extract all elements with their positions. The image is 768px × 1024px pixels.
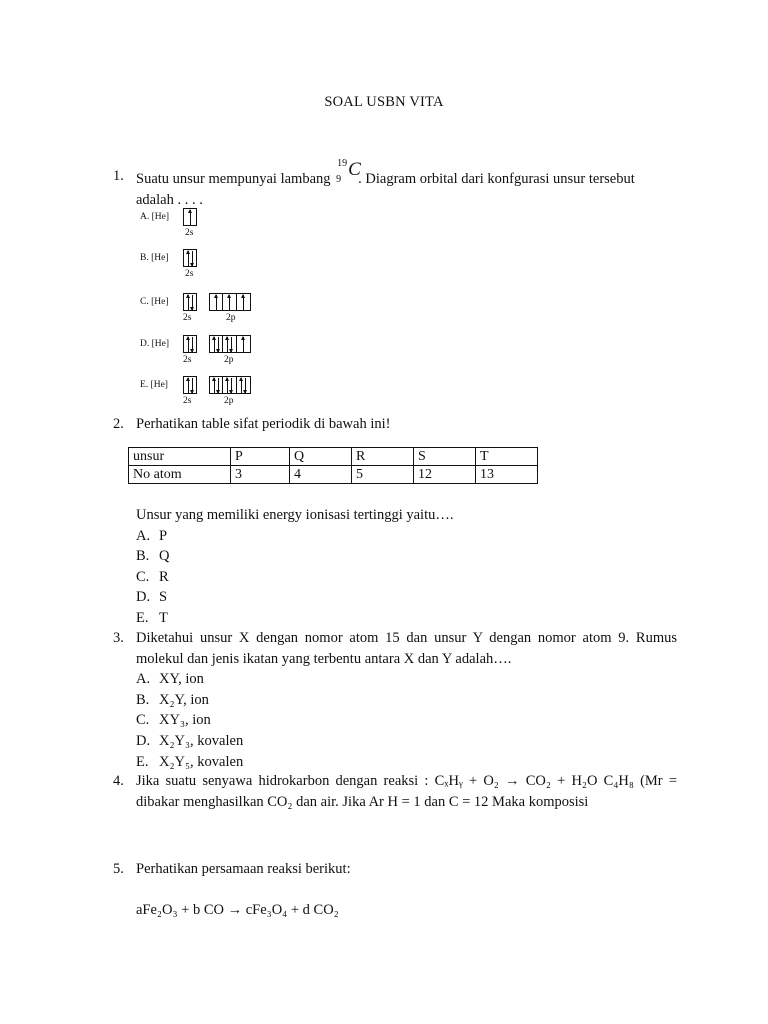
question-text: Perhatikan table sifat periodik di bawah ini! xyxy=(136,416,391,432)
orbital-box-2p xyxy=(223,376,237,394)
spin-down-arrow-icon xyxy=(192,251,193,266)
orbital-box-2s xyxy=(183,376,197,394)
nuclide-symbol xyxy=(334,158,361,185)
spin-down-arrow-icon xyxy=(231,337,232,352)
option-text: S xyxy=(159,589,168,606)
option-label: E. [He] xyxy=(140,380,168,390)
spin-down-arrow-icon xyxy=(218,378,219,393)
option-letter: A. xyxy=(136,671,151,688)
question-2 xyxy=(113,414,677,435)
question-number: 5. xyxy=(113,861,124,877)
question-text: Unsur yang memiliki energy ionisasi tertinggi yaitu…. xyxy=(136,507,454,523)
option-label: A. [He] xyxy=(140,212,170,222)
option-label: C. [He] xyxy=(140,297,169,307)
spin-down-arrow-icon xyxy=(192,295,193,310)
subshell-label: 2s xyxy=(183,396,192,406)
spin-up-arrow-icon xyxy=(227,378,228,393)
subshell-label: 2p xyxy=(224,396,234,406)
option-letter: B. xyxy=(136,691,150,708)
spin-down-arrow-icon xyxy=(231,378,232,393)
table-row xyxy=(129,466,538,484)
subshell-label: 2p xyxy=(224,355,234,365)
atomic-number: 9 xyxy=(336,174,342,185)
spin-down-arrow-icon xyxy=(192,378,193,393)
table-cell: No atom xyxy=(129,466,231,484)
orbital-box-2p xyxy=(237,293,251,311)
question-2-prompt xyxy=(113,505,677,629)
option-text: X₂Y₃, kovalen xyxy=(159,732,244,749)
option-text: X₂Y₅, kovalen xyxy=(159,753,244,770)
table-cell: T xyxy=(476,448,538,466)
orbital-box-2p xyxy=(209,376,223,394)
question-4 xyxy=(113,771,677,812)
option-text: R xyxy=(159,568,169,585)
spin-up-arrow-icon xyxy=(214,337,215,352)
orbital-box-2p xyxy=(237,376,251,394)
element-symbol: C xyxy=(348,159,361,180)
question-text-part: . Diagram orbital dari konfgurasi unsur tersebut xyxy=(358,171,635,187)
option-label: B. [He] xyxy=(140,253,169,263)
table-cell: 5 xyxy=(352,466,414,484)
spin-up-arrow-icon xyxy=(188,337,189,352)
option-letter: D. xyxy=(136,732,151,749)
question-text xyxy=(136,158,677,210)
orbital-box-2p xyxy=(237,335,251,353)
answer-option xyxy=(136,567,677,588)
option-text: Q xyxy=(159,548,170,565)
spin-up-arrow-icon xyxy=(188,251,189,266)
question-5 xyxy=(113,859,677,880)
subshell-label: 2s xyxy=(185,228,194,238)
question-text: Perhatikan persamaan reaksi berikut: xyxy=(136,861,351,877)
spin-up-arrow-icon xyxy=(243,337,244,352)
table-cell: S xyxy=(414,448,476,466)
question-number: 4. xyxy=(113,773,124,789)
table-cell: 13 xyxy=(476,466,538,484)
option-text: X₂Y, ion xyxy=(159,691,209,708)
subshell-label: 2p xyxy=(226,313,236,323)
spin-up-arrow-icon xyxy=(188,378,189,393)
option-letter: C. xyxy=(136,712,150,729)
spin-up-arrow-icon xyxy=(188,295,189,310)
answer-option xyxy=(136,731,677,752)
option-label: D. [He] xyxy=(140,339,170,349)
document-title: SOAL USBN VITA xyxy=(324,94,444,110)
question-number: 3. xyxy=(113,630,124,646)
option-text: P xyxy=(159,527,168,544)
table-cell: unsur xyxy=(129,448,231,466)
table-cell: 4 xyxy=(290,466,352,484)
option-letter: B. xyxy=(136,548,150,565)
question-text: Diketahui unsur X dengan nomor atom 15 dan unsur Y dengan nomor atom 9. Rumus molekul dan jenis ikatan yang terbentu antara X dan Y adalah…. xyxy=(136,630,677,667)
orbital-box-2s xyxy=(183,208,197,226)
table-cell: 3 xyxy=(231,466,290,484)
orbital-box-2p xyxy=(223,335,237,353)
option-text: XY₃, ion xyxy=(159,712,211,729)
table-row xyxy=(129,448,538,466)
answer-option xyxy=(136,690,677,711)
table-cell: 12 xyxy=(414,466,476,484)
spin-up-arrow-icon xyxy=(216,295,217,310)
spin-up-arrow-icon xyxy=(243,295,244,310)
question-number: 2. xyxy=(113,416,124,432)
subshell-label: 2s xyxy=(183,355,192,365)
periodic-properties-table xyxy=(128,447,538,484)
orbital-box-2s xyxy=(183,293,197,311)
mass-number: 19 xyxy=(337,158,348,169)
question-3 xyxy=(113,628,677,772)
answer-option xyxy=(136,587,677,608)
table-cell: P xyxy=(231,448,290,466)
question-text: Jika suatu senyawa hidrokarbon dengan reaksi : CₓHᵧ + O₂ → CO₂ + H₂O C₄H₈ (Mr = dibakar menghasilkan CO₂ dan air. Jika Ar H = 1 dan C = 12 Maka komposisi xyxy=(136,773,677,810)
question-text-part: Suatu unsur mempunyai lambang xyxy=(136,171,335,187)
option-letter: E. xyxy=(136,753,149,770)
orbital-box-2s xyxy=(183,335,197,353)
option-letter: C. xyxy=(136,568,150,585)
reaction-equation: aFe₂O₃ + b CO → cFe₃O₄ + d CO₂ xyxy=(136,902,339,918)
spin-up-arrow-icon xyxy=(229,295,230,310)
option-text: XY, ion xyxy=(159,671,204,688)
answer-option xyxy=(136,669,677,690)
option-letter: E. xyxy=(136,609,149,626)
orbital-box-2p xyxy=(223,293,237,311)
answer-option xyxy=(136,710,677,731)
spin-up-arrow-icon xyxy=(241,378,242,393)
option-letter: A. xyxy=(136,527,151,544)
table-cell: R xyxy=(352,448,414,466)
orbital-box-2p xyxy=(209,293,223,311)
table-cell: Q xyxy=(290,448,352,466)
question-number: 1. xyxy=(113,168,124,184)
option-text: T xyxy=(159,609,168,626)
spin-up-arrow-icon xyxy=(190,210,191,225)
orbital-box-2p xyxy=(209,335,223,353)
answer-option xyxy=(136,608,677,629)
spin-down-arrow-icon xyxy=(218,337,219,352)
subshell-label: 2s xyxy=(185,269,194,279)
subshell-label: 2s xyxy=(183,313,192,323)
option-letter: D. xyxy=(136,589,151,606)
spin-down-arrow-icon xyxy=(245,378,246,393)
spin-down-arrow-icon xyxy=(192,337,193,352)
answer-option xyxy=(136,752,677,773)
answer-option xyxy=(136,546,677,567)
answer-option xyxy=(136,526,677,547)
spin-up-arrow-icon xyxy=(214,378,215,393)
question-text-part: adalah . . . . xyxy=(136,191,203,208)
spin-up-arrow-icon xyxy=(227,337,228,352)
orbital-box-2s xyxy=(183,249,197,267)
question-1 xyxy=(113,158,677,210)
